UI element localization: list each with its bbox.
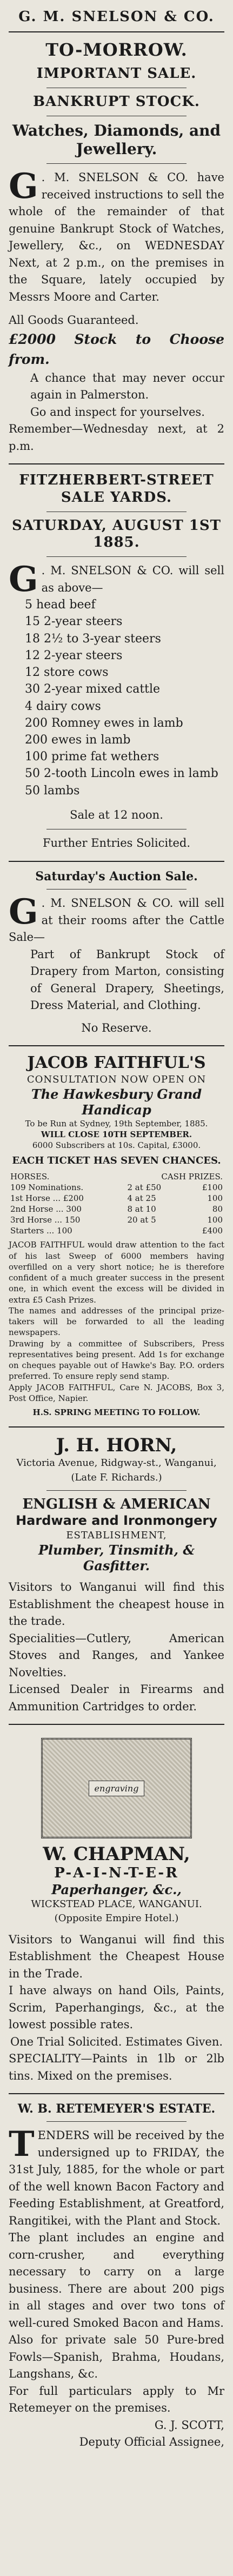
table-row: 1st Horse ... £200 4 at 25 100 bbox=[10, 1193, 223, 1204]
ad-sale-yards bbox=[9, 464, 224, 862]
ad4-consult: CONSULTATION NOW OPEN ON bbox=[26, 1073, 207, 1085]
livestock-list bbox=[9, 596, 224, 799]
ad5-establishment: ESTABLISHMENT, bbox=[66, 1529, 167, 1541]
table-header: HORSES. CASH PRIZES. bbox=[10, 1172, 223, 1182]
list-item: 18 2½ to 3-year steers bbox=[25, 632, 161, 646]
ad5-hardware: Hardware and Ironmongery bbox=[16, 1512, 217, 1528]
ad2-intro: G . M. SNELSON & CO. will sell as above— bbox=[9, 559, 224, 600]
ad4-subs: 6000 Subscribers at 10s. Capital, £3000. bbox=[32, 1140, 201, 1150]
ad7-plant: The plant includes an engine and corn-crusher, and everything necessary to carry on a large business. There are about 200 pigs in all stages and over two tons of well-cured Smoked Bacon and Hams. bbox=[9, 2231, 224, 2329]
ad7-heading: W. B. RETEMEYER'S ESTATE. bbox=[17, 2102, 216, 2116]
ad-w-chapman bbox=[9, 1725, 224, 2094]
ad1-body: G . M. SNELSON & CO. have received instructions to sell the whole of the remainder of that genuine Bankrupt Stock of Watches, Jewellery, &c., on WEDNESDAY Next, at 2 p.m., on the premises in the Square, lately occupied by Messrs Moore and Carter. bbox=[9, 166, 224, 303]
ad3-reserve: No Reserve. bbox=[81, 1021, 152, 1034]
list-item: 50 2-tooth Lincoln ewes in lamb bbox=[25, 767, 218, 781]
ad3-detail: Part of Bankrupt Stock of Drapery from Marton, consisting of General Drapery, Sheetings, Dress Material, and Clothing. bbox=[30, 947, 224, 1012]
ad1-stock: £2000 Stock to Choose from. bbox=[9, 331, 224, 368]
ad3-heading: Saturday's Auction Sale. bbox=[35, 869, 198, 884]
ad5-trades: Plumber, Tinsmith, & Gasfitter. bbox=[38, 1542, 195, 1574]
ad4-send: The names and addresses of the principal prize-takers will be forwarded to all the leading newspapers. bbox=[9, 1305, 224, 1338]
ad1-inspect: Go and inspect for yourselves. bbox=[30, 405, 205, 419]
ad5-licensed: Licensed Dealer in Firearms and Ammunition Cartridges to order. bbox=[9, 1683, 224, 1713]
list-item: 200 ewes in lamb bbox=[25, 733, 131, 747]
dropcap: G bbox=[9, 559, 38, 600]
divider bbox=[46, 163, 187, 164]
divider bbox=[46, 2121, 187, 2122]
ad-jacob-faithful bbox=[9, 1046, 224, 1428]
ad5-name: J. H. HORN, bbox=[56, 1435, 177, 1457]
painter-engraving-image: engraving bbox=[41, 1738, 192, 1838]
table-row: 2nd Horse ... 300 8 at 10 80 bbox=[10, 1204, 223, 1214]
ad-retemeyer-estate bbox=[9, 2094, 224, 2460]
ad4-next: H.S. SPRING MEETING TO FOLLOW. bbox=[32, 1407, 201, 1418]
ad4-close: WILL CLOSE 10TH SEPTEMBER. bbox=[41, 1129, 192, 1139]
ad6-trial: One Trial Solicited. Estimates Given. bbox=[10, 2035, 223, 2048]
dropcap: T bbox=[9, 2124, 35, 2165]
table-row: 3rd Horse ... 150 20 at 5 100 bbox=[10, 1215, 223, 1225]
ad5-address: Victoria Avenue, Ridgway-st., Wanganui, (Late F. Richards.) bbox=[16, 1457, 217, 1483]
ad2-yards: FITZHERBERT-STREET SALE YARDS. bbox=[19, 472, 214, 506]
ad1-remember: Remember—Wednesday next, at 2 p.m. bbox=[9, 422, 224, 453]
ad6-opposite: (Opposite Empire Hotel.) bbox=[54, 1913, 179, 1924]
ad6-visitors: Visitors to Wanganui will find this Establishment the Cheapest House in the Trade. bbox=[9, 1933, 224, 1980]
ad4-race: The Hawkesbury Grand Handicap bbox=[31, 1086, 202, 1118]
ad1-guaranteed: All Goods Guaranteed. bbox=[9, 314, 139, 327]
ad6-name: W. CHAPMAN, bbox=[43, 1843, 190, 1865]
dropcap: G bbox=[9, 892, 38, 933]
divider bbox=[46, 556, 187, 557]
ad5-visitors: Visitors to Wanganui will find this Establishment the cheapest house in the trade. bbox=[9, 1581, 224, 1628]
ad4-drawing: Drawing by a committee of Subscribers, Press representatives being present. Add 1s for exchange on cheques payable out of Hawke's Bay. P.O. orders preferred. To ensure reply send stamp. bbox=[9, 1338, 224, 1382]
ad6-speciality: SPECIALITY—Paints in 1lb or 2lb tins. Mixed on the premises. bbox=[9, 2052, 224, 2082]
ad4-run: To be Run at Sydney, 19th September, 1885. bbox=[25, 1118, 208, 1128]
ad1-bankrupt: BANKRUPT STOCK. bbox=[33, 93, 200, 110]
list-item: 15 2-year steers bbox=[25, 615, 123, 629]
ad6-paperhanger: Paperhanger, &c., bbox=[51, 1881, 182, 1897]
list-item: 12 store cows bbox=[25, 666, 109, 680]
prize-table bbox=[9, 1171, 224, 1236]
masthead: G. M. SNELSON & CO. bbox=[9, 0, 224, 32]
ad-saturday-auction bbox=[9, 862, 224, 1046]
ad4-apply: Apply JACOB FAITHFUL, Care N. JACOBS, Box 3, Post Office, Napier. bbox=[9, 1382, 224, 1403]
ad1-tomorrow: TO-MORROW. bbox=[45, 39, 188, 60]
ad6-painter: P-A-I-N-T-E-R bbox=[54, 1865, 179, 1882]
ad7-signer: G. J. SCOTT, bbox=[154, 2418, 224, 2432]
ad5-specialities: Specialities—Cutlery, American Stoves and Ranges, and Yankee Novelties. bbox=[9, 1631, 224, 1679]
ad6-stock: I have always on hand Oils, Paints, Scrim, Paperhangings, &c., at the lowest possible rates. bbox=[9, 1984, 224, 2031]
table-row: Starters ... 100 £400 bbox=[10, 1226, 223, 1236]
ad5-english: ENGLISH & AMERICAN bbox=[22, 1496, 211, 1512]
ad1-important: IMPORTANT SALE. bbox=[36, 65, 197, 82]
ad2-further: Further Entries Solicited. bbox=[42, 836, 191, 850]
table-row: 109 Nominations. 2 at £50 £100 bbox=[10, 1183, 223, 1193]
ad1-goods: Watches, Diamonds, and Jewellery. bbox=[12, 122, 221, 158]
ad7-body: TENDERS will be received by the undersigned up to FRIDAY, the 31st July, 1885, for the whole or part of the well known Bacon Factory and Feeding Establishment, at Greatford, Rangitikei, with the Plant and Stock. bbox=[9, 2124, 224, 2227]
ad6-address: WICKSTEAD PLACE, WANGANUI. bbox=[31, 1898, 202, 1910]
list-item: 200 Romney ewes in lamb bbox=[25, 716, 183, 730]
list-item: 100 prime fat wethers bbox=[25, 750, 159, 764]
divider bbox=[46, 1490, 187, 1491]
ad-bankrupt-stock bbox=[9, 32, 224, 464]
ad2-sale: Sale at 12 noon. bbox=[70, 808, 163, 821]
ad7-title: Deputy Official Assignee, bbox=[79, 2435, 224, 2449]
ad-jh-horn bbox=[9, 1428, 224, 1725]
ad3-body: G . M. SNELSON & CO. will sell at their rooms after the Cattle Sale— bbox=[9, 892, 224, 944]
ad7-particulars: For full particulars apply to Mr Retemeyer on the premises. bbox=[9, 2384, 224, 2415]
ad4-note: JACOB FAITHFUL would draw attention to the fact of his last Sweep of 6000 members having overfilled on a very short notice; he is therefore confident of a much greater success in the present one, in which event the excess will be divided in extra £5 Cash Prizes. bbox=[9, 1240, 224, 1305]
ad1-chance: A chance that may never occur again in Palmerston. bbox=[30, 371, 224, 402]
list-item: 5 head beef bbox=[25, 598, 96, 612]
ad2-date: SATURDAY, AUGUST 1ST 1885. bbox=[11, 517, 221, 550]
list-item: 50 lambs bbox=[25, 784, 80, 798]
ad4-name: JACOB FAITHFUL'S bbox=[27, 1053, 206, 1073]
ad4-each: EACH TICKET HAS SEVEN CHANCES. bbox=[12, 1155, 221, 1167]
list-item: 12 2-year steers bbox=[25, 648, 123, 662]
ad7-also: Also for private sale 50 Pure-bred Fowls—Spanish, Brahma, Houdans, Langshans, &c. bbox=[9, 2333, 224, 2381]
list-item: 30 2-year mixed cattle bbox=[25, 682, 161, 696]
dropcap: G bbox=[9, 166, 38, 207]
list-item: 4 dairy cows bbox=[25, 699, 101, 713]
